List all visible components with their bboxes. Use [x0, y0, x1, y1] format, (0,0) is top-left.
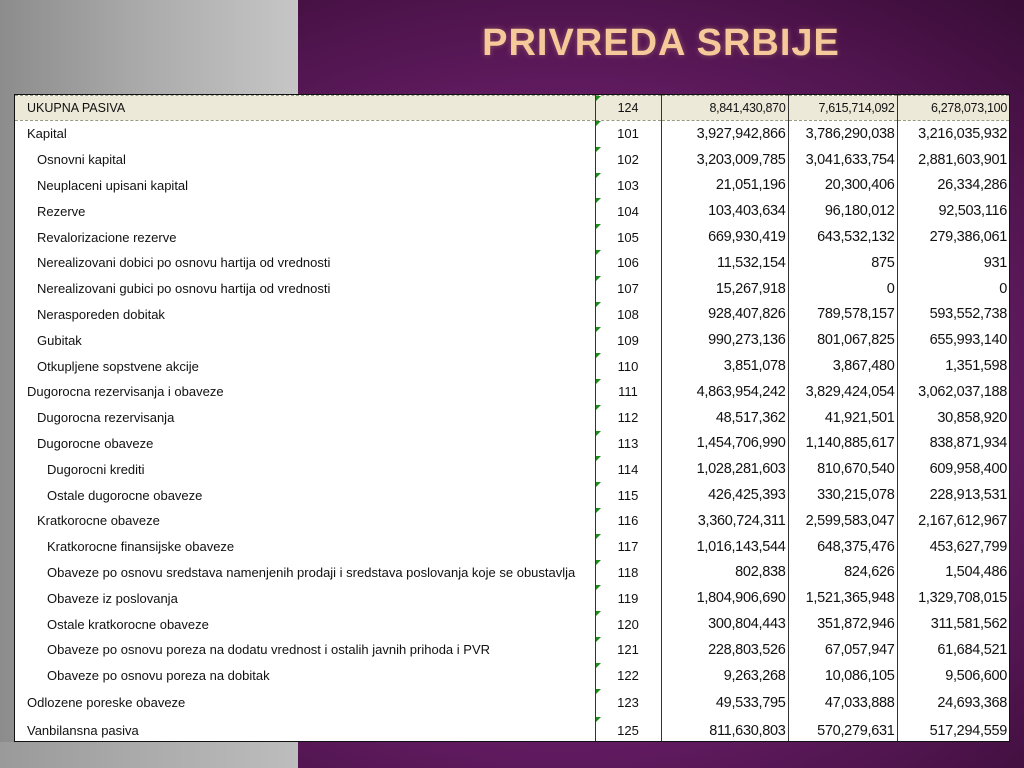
row-value-2: 824,626: [788, 560, 897, 586]
row-value-1: 669,930,419: [661, 224, 788, 250]
row-value-2: 351,872,946: [788, 611, 897, 637]
row-value-3: 1,504,486: [945, 564, 1007, 581]
table-row: [15, 611, 1009, 637]
row-value-2: 789,578,157: [788, 302, 897, 328]
row-value-1: 1,016,143,544: [661, 534, 788, 560]
row-value-3: 61,684,521: [937, 641, 1007, 658]
row-code: 120: [595, 611, 661, 637]
row-value-3: 228,913,531: [929, 487, 1007, 504]
row-label: Obaveze po osnovu sredstava namenjenih prodaji i sredstava poslovanja koje se obustavlja: [47, 564, 576, 580]
row-label: Otkupljene sopstvene akcije: [37, 358, 199, 374]
row-value-1: 3,203,009,785: [661, 147, 788, 173]
row-value-3: 1,351,598: [945, 358, 1007, 375]
row-value-1: 15,267,918: [661, 276, 788, 302]
row-label: Odlozene poreske obaveze: [27, 695, 186, 711]
row-value-2: 875: [788, 250, 897, 276]
table-row: [15, 482, 1009, 508]
bottom-decor-band: [0, 742, 298, 768]
row-value-3: 24,693,368: [937, 694, 1007, 711]
row-value-3: 26,334,286: [937, 177, 1007, 194]
table-row: [15, 353, 1009, 379]
row-value-2: 643,532,132: [788, 224, 897, 250]
header-label: UKUPNA PASIVA: [15, 96, 595, 121]
row-value-1: 48,517,362: [661, 405, 788, 431]
row-value-2: 2,599,583,047: [788, 508, 897, 534]
row-label: Osnovni kapital: [37, 152, 126, 168]
row-label: Vanbilansna pasiva: [27, 723, 139, 739]
row-code: 108: [595, 302, 661, 328]
row-value-3: 655,993,140: [929, 332, 1007, 349]
row-value-1: 1,028,281,603: [661, 456, 788, 482]
row-value-2: 10,086,105: [788, 663, 897, 689]
liabilities-table: [15, 95, 1009, 742]
row-label: Rezerve: [37, 203, 86, 219]
row-value-1: 228,803,526: [661, 637, 788, 663]
row-label: Nerasporeden dobitak: [37, 306, 165, 322]
row-value-1: 1,454,706,990: [661, 431, 788, 457]
row-code: 101: [595, 121, 661, 147]
header-value-3: 6,278,073,100: [897, 96, 1009, 121]
row-value-3: 279,386,061: [929, 229, 1007, 246]
table-row: [15, 560, 1009, 586]
row-value-1: 426,425,393: [661, 482, 788, 508]
row-label: Kapital: [27, 126, 67, 142]
header-value-2: 7,615,714,092: [788, 96, 897, 121]
table-row: [15, 405, 1009, 431]
row-code: 119: [595, 585, 661, 611]
row-value-3: 311,581,562: [930, 616, 1007, 633]
row-label: Revalorizacione rezerve: [37, 229, 177, 245]
row-value-2: 41,921,501: [788, 405, 897, 431]
row-value-3: 2,167,612,967: [918, 512, 1007, 529]
row-label: Ostale dugorocne obaveze: [47, 487, 203, 503]
row-value-3: 517,294,559: [929, 722, 1007, 739]
row-value-1: 811,630,803: [661, 717, 788, 742]
row-label: Obaveze po osnovu poreza na dodatu vrednost i ostalih javnih prihoda i PVR: [47, 642, 491, 658]
table-row: [15, 431, 1009, 457]
row-label: Kratkorocne obaveze: [37, 513, 160, 529]
table-header-row: [15, 96, 1009, 121]
table-row: [15, 717, 1009, 742]
row-value-2: 810,670,540: [788, 456, 897, 482]
row-code: 111: [595, 379, 661, 405]
row-label: Obaveze po osnovu poreza na dobitak: [47, 668, 270, 684]
table-row: [15, 637, 1009, 663]
row-value-3: 838,871,934: [929, 435, 1007, 452]
row-value-3: 931: [983, 254, 1007, 271]
row-value-1: 9,263,268: [661, 663, 788, 689]
row-value-1: 3,851,078: [661, 353, 788, 379]
row-value-1: 4,863,954,242: [661, 379, 788, 405]
table-row: [15, 276, 1009, 302]
row-code: 122: [595, 663, 661, 689]
row-value-2: 67,057,947: [788, 637, 897, 663]
row-value-2: 47,033,888: [788, 689, 897, 717]
table-row: [15, 250, 1009, 276]
row-label: Dugorocna rezervisanja: [37, 410, 175, 426]
table-row: [15, 121, 1009, 147]
row-code: 105: [595, 224, 661, 250]
row-code: 104: [595, 198, 661, 224]
row-label: Nerealizovani dobici po osnovu hartija od vrednosti: [37, 255, 331, 271]
row-label: Dugorocni krediti: [47, 461, 145, 477]
row-value-2: 570,279,631: [788, 717, 897, 742]
table-row: [15, 379, 1009, 405]
table-row: [15, 224, 1009, 250]
table-row: [15, 456, 1009, 482]
row-value-3: 3,062,037,188: [918, 383, 1007, 400]
row-value-3: 3,216,035,932: [918, 125, 1007, 142]
row-value-2: 0: [788, 276, 897, 302]
row-code: 118: [595, 560, 661, 586]
row-code: 106: [595, 250, 661, 276]
row-label: Ostale kratkorocne obaveze: [47, 616, 209, 632]
row-value-3: 30,858,920: [937, 409, 1007, 426]
row-value-1: 1,804,906,690: [661, 585, 788, 611]
row-value-2: 330,215,078: [788, 482, 897, 508]
row-code: 107: [595, 276, 661, 302]
slide-title: PRIVREDA SRBIJE: [482, 22, 840, 64]
row-value-1: 300,804,443: [661, 611, 788, 637]
row-label: Obaveze iz poslovanja: [47, 590, 178, 606]
table-row: [15, 327, 1009, 353]
row-value-1: 21,051,196: [661, 173, 788, 199]
row-value-2: 3,041,633,754: [788, 147, 897, 173]
row-label: Kratkorocne finansijske obaveze: [47, 539, 235, 555]
table-row: [15, 585, 1009, 611]
row-value-3: 2,881,603,901: [918, 151, 1007, 168]
row-value-1: 3,927,942,866: [661, 121, 788, 147]
row-value-2: 3,867,480: [788, 353, 897, 379]
row-code: 117: [595, 534, 661, 560]
row-value-3: 1,329,708,015: [918, 590, 1007, 607]
table-row: [15, 663, 1009, 689]
row-code: 115: [595, 482, 661, 508]
row-code: 112: [595, 405, 661, 431]
row-value-2: 801,067,825: [788, 327, 897, 353]
row-value-1: 103,403,634: [661, 198, 788, 224]
row-label: Dugorocna rezervisanja i obaveze: [27, 384, 224, 400]
row-value-3: 593,552,738: [929, 306, 1007, 323]
row-value-1: 928,407,826: [661, 302, 788, 328]
row-value-1: 49,533,795: [661, 689, 788, 717]
row-value-2: 3,786,290,038: [788, 121, 897, 147]
row-value-2: 648,375,476: [788, 534, 897, 560]
row-code: 116: [595, 508, 661, 534]
row-code: 109: [595, 327, 661, 353]
table-row: [15, 198, 1009, 224]
header-value-1: 8,841,430,870: [661, 96, 788, 121]
balance-sheet-table: [14, 94, 1010, 742]
row-label: Nerealizovani gubici po osnovu hartija od vrednosti: [37, 281, 331, 297]
table-body: [15, 96, 1009, 743]
row-value-2: 20,300,406: [788, 173, 897, 199]
row-value-2: 1,521,365,948: [788, 585, 897, 611]
row-code: 123: [595, 689, 661, 717]
row-code: 113: [595, 431, 661, 457]
table-row: [15, 173, 1009, 199]
row-value-3: 0: [999, 280, 1007, 297]
row-code: 102: [595, 147, 661, 173]
row-value-2: 1,140,885,617: [788, 431, 897, 457]
row-code: 110: [595, 353, 661, 379]
row-code: 103: [595, 173, 661, 199]
row-value-3: 453,627,799: [929, 538, 1007, 555]
table-row: [15, 147, 1009, 173]
row-value-1: 11,532,154: [661, 250, 788, 276]
row-label: Neuplaceni upisani kapital: [37, 177, 189, 193]
row-value-1: 3,360,724,311: [661, 508, 788, 534]
row-code: 121: [595, 637, 661, 663]
row-label: Dugorocne obaveze: [37, 435, 154, 451]
row-value-3: 9,506,600: [945, 667, 1007, 684]
row-value-2: 96,180,012: [788, 198, 897, 224]
row-label: Gubitak: [37, 332, 82, 348]
row-code: 114: [595, 456, 661, 482]
row-value-1: 990,273,136: [661, 327, 788, 353]
table-row: [15, 689, 1009, 717]
table-row: [15, 302, 1009, 328]
header-code: 124: [595, 96, 661, 121]
row-code: 125: [595, 717, 661, 742]
row-value-3: 609,958,400: [929, 461, 1007, 478]
row-value-1: 802,838: [661, 560, 788, 586]
table-row: [15, 508, 1009, 534]
table-row: [15, 534, 1009, 560]
row-value-2: 3,829,424,054: [788, 379, 897, 405]
row-value-3: 92,503,116: [938, 203, 1007, 220]
